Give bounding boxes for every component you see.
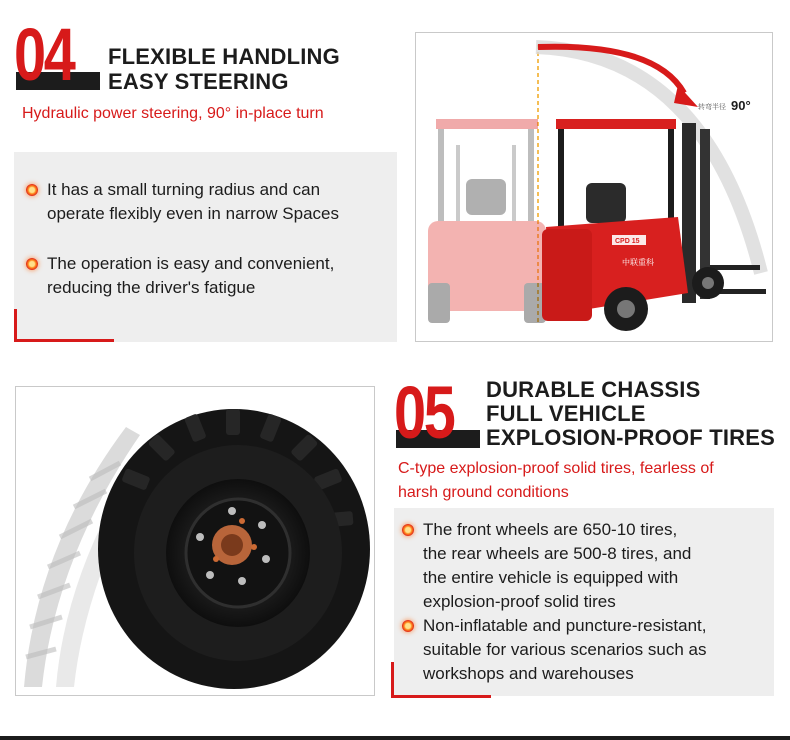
bullet-dot-icon <box>402 524 414 536</box>
section-subtitle: Hydraulic power steering, 90° in-place turn <box>22 105 324 122</box>
section-title-line: DURABLE CHASSIS <box>486 377 701 402</box>
section-number: 05 <box>394 371 454 454</box>
feature-bullet <box>402 518 691 614</box>
bullet-text: The front wheels are 650-10 tires, the rear wheels are 500-8 tires, and the entire vehicle is equipped with explosion-proof solid tires <box>423 520 692 611</box>
section-subtitle: C-type explosion-proof solid tires, fearless of <box>398 460 714 477</box>
forklift-turning-image <box>415 32 773 342</box>
bullet-text: It has a small turning radius and can operate flexibly even in narrow Spaces <box>47 180 339 223</box>
turn-label: 转弯半径 <box>698 104 726 111</box>
section-title-line: EASY STEERING <box>108 69 289 94</box>
section-number: 04 <box>14 13 74 96</box>
angle-label: 90° <box>731 98 751 113</box>
section-title-line: FLEXIBLE HANDLING <box>108 44 340 69</box>
section-title-line: FULL VEHICLE <box>486 401 646 426</box>
corner-accent <box>391 662 394 698</box>
model-plate: CPD 15 <box>615 238 640 245</box>
feature-bullet <box>26 252 334 300</box>
bullet-dot-icon <box>26 184 38 196</box>
bullet-text: Non-inflatable and puncture-resistant, suitable for various scenarios such as workshops and warehouses <box>423 616 707 683</box>
body-brand: 中联重科 <box>622 258 654 267</box>
section-subtitle: harsh ground conditions <box>398 484 569 501</box>
bullet-dot-icon <box>26 258 38 270</box>
section-title-line: EXPLOSION-PROOF TIRES <box>486 425 776 450</box>
bullet-text: The operation is easy and convenient, reducing the driver's fatigue <box>47 254 335 297</box>
feature-bullet <box>402 614 707 686</box>
corner-accent <box>14 339 114 342</box>
feature-panel <box>394 508 774 696</box>
tire-illustration <box>16 387 375 696</box>
solid-tire-image <box>15 386 375 696</box>
bottom-divider <box>0 736 790 740</box>
feature-bullet <box>26 178 339 226</box>
corner-accent <box>14 309 17 342</box>
feature-panel <box>14 152 397 342</box>
forklift-illustration <box>416 33 773 342</box>
bullet-dot-icon <box>402 620 414 632</box>
corner-accent <box>391 695 491 698</box>
